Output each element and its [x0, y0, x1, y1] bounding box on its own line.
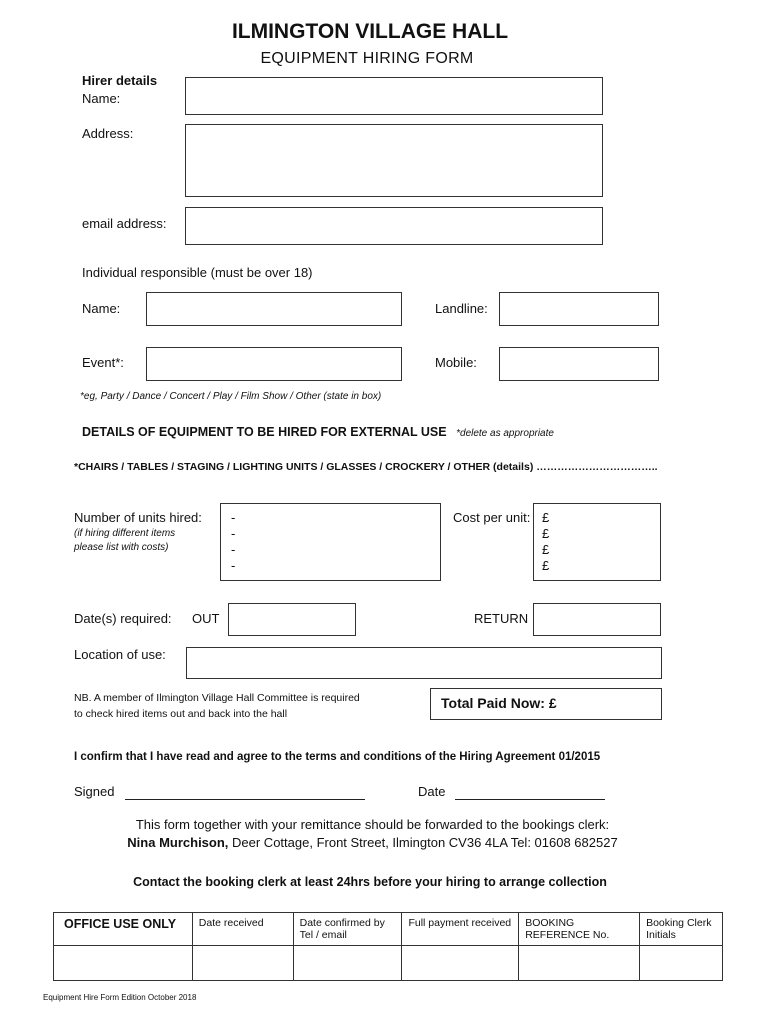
individual-name-label: Name: [82, 301, 121, 316]
cost-field[interactable] [533, 503, 661, 581]
mobile-label: Mobile: [435, 355, 477, 370]
address-label: Address: [82, 126, 134, 141]
individual-heading: Individual responsible (must be over 18) [82, 265, 313, 280]
units-line: - [231, 510, 236, 525]
hirer-name-label: Name: [82, 91, 121, 106]
units-note-1: (if hiring different items [74, 528, 176, 539]
office-col-full-payment: Full payment received [402, 913, 519, 946]
email-field[interactable] [185, 207, 603, 245]
office-cell[interactable] [640, 946, 723, 981]
committee-notice-1: NB. A member of Ilmington Village Hall Committee is required [74, 692, 360, 704]
page-title: ILMINGTON VILLAGE HALL [231, 20, 509, 43]
office-col-date-confirmed: Date confirmed by Tel / email [293, 913, 402, 946]
cost-line: £ [542, 510, 550, 525]
office-use-table [53, 912, 723, 981]
out-label: OUT [192, 611, 220, 626]
landline-label: Landline: [435, 301, 488, 316]
return-label: RETURN [474, 611, 529, 626]
contact-instruction: Contact the booking clerk at least 24hrs before your hiring to arrange collection [133, 875, 607, 889]
office-col-booking-ref: BOOKING REFERENCE No. [519, 913, 640, 946]
form-edition: Equipment Hire Form Edition October 2018 [43, 993, 197, 1002]
page-subtitle: EQUIPMENT HIRING FORM [260, 50, 474, 67]
office-cell[interactable] [54, 946, 193, 981]
mobile-field[interactable] [499, 347, 659, 381]
event-examples-note: *eg, Party / Dance / Concert / Play / Film Show / Other (state in box) [80, 391, 382, 402]
clerk-name: Nina Murchison, [127, 835, 229, 850]
individual-name-field[interactable] [146, 292, 402, 326]
date-line[interactable] [455, 784, 605, 800]
delete-note: *delete as appropriate [456, 428, 554, 439]
cost-line: £ [542, 558, 550, 573]
landline-field[interactable] [499, 292, 659, 326]
location-field[interactable] [186, 647, 662, 679]
dates-required-label: Date(s) required: [74, 611, 172, 626]
clerk-address: Deer Cottage, Front Street, Ilmington CV36 4LA Tel: 01608 682527 [228, 835, 618, 850]
office-header-row [54, 913, 723, 946]
confirm-statement: I confirm that I have read and agree to the terms and conditions of the Hiring Agreement 01/2015 [74, 751, 601, 763]
hirer-name-field[interactable] [185, 77, 603, 115]
event-field[interactable] [146, 347, 402, 381]
date-label: Date [418, 784, 446, 799]
equipment-heading-text: DETAILS OF EQUIPMENT TO BE HIRED FOR EXTERNAL USE [82, 425, 447, 439]
cost-label: Cost per unit: [453, 510, 531, 525]
signed-label: Signed [74, 784, 115, 799]
out-date-field[interactable] [228, 603, 356, 636]
office-col-clerk-initials: Booking Clerk Initials [640, 913, 723, 946]
clerk-details [0, 835, 745, 850]
equipment-items-line: *CHAIRS / TABLES / STAGING / LIGHTING UNITS / GLASSES / CROCKERY / OTHER (details) …………………………….. [74, 461, 658, 473]
event-label: Event*: [82, 355, 124, 370]
signature-line[interactable] [125, 784, 365, 800]
office-cell[interactable] [293, 946, 402, 981]
units-note-2: please list with costs) [74, 542, 169, 553]
total-paid-label: Total Paid Now: £ [441, 695, 557, 711]
office-entry-row [54, 946, 723, 981]
office-cell[interactable] [402, 946, 519, 981]
total-paid-field[interactable] [430, 688, 662, 720]
office-cell[interactable] [192, 946, 293, 981]
address-field[interactable] [185, 124, 603, 197]
units-label: Number of units hired: [74, 510, 202, 525]
cost-line: £ [542, 526, 550, 541]
committee-notice-2: to check hired items out and back into the hall [74, 708, 288, 720]
units-line: - [231, 542, 236, 557]
units-field[interactable] [220, 503, 441, 581]
return-date-field[interactable] [533, 603, 661, 636]
email-label: email address: [82, 216, 167, 231]
office-col-date-received: Date received [192, 913, 293, 946]
office-use-label: OFFICE USE ONLY [54, 913, 193, 946]
units-line: - [231, 558, 236, 573]
office-cell[interactable] [519, 946, 640, 981]
hirer-section-label: Hirer details [82, 73, 158, 88]
remittance-line: This form together with your remittance should be forwarded to the bookings clerk: [135, 817, 610, 832]
units-line: - [231, 526, 236, 541]
equipment-heading [82, 425, 554, 439]
cost-line: £ [542, 542, 550, 557]
location-label: Location of use: [74, 647, 166, 662]
